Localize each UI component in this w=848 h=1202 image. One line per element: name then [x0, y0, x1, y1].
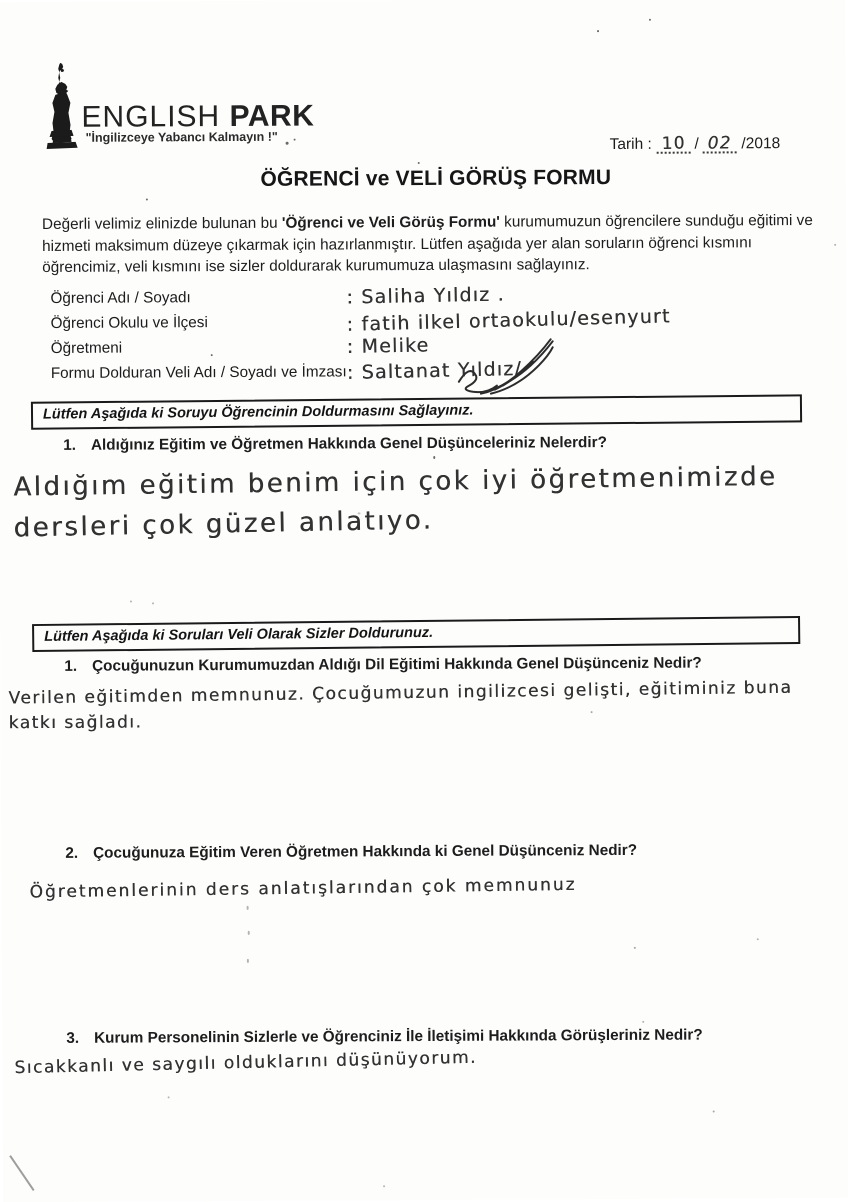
- question-number: 1.: [64, 657, 78, 675]
- scan-speck: [247, 959, 249, 963]
- intro-paragraph: [42, 210, 818, 279]
- scan-speck: [294, 139, 296, 141]
- question-parent-1: [64, 655, 702, 676]
- date-month-handwritten: 02: [707, 133, 733, 154]
- question-text: Çocuğunuza Eğitim Veren Öğretmen Hakkında ki Genel Düşünceniz Nedir?: [93, 841, 638, 862]
- section-header-student: Lütfen Aşağıda ki Soruyu Öğrencinin Doldurmasını Sağlayınız.: [31, 394, 802, 429]
- student-info-fields: [50, 283, 811, 390]
- handwritten-answer-parent-3: Sıcakkanlı ve saygılı olduklarını düşünüyorum.: [14, 1047, 478, 1079]
- scan-speck: [834, 244, 836, 246]
- scan-speck: [248, 931, 250, 935]
- handwritten-answer-parent-1: Verilen eğitimden memnunuz. Çocuğumuzun ingilizcesi gelişti, eğitiminiz buna katkı sağladı.: [8, 677, 793, 734]
- question-number: 3.: [66, 1029, 80, 1047]
- brand-name-first: ENGLISH: [81, 100, 221, 134]
- date-field: [610, 135, 781, 154]
- question-parent-2: [65, 842, 637, 863]
- scan-speck: [211, 354, 213, 356]
- field-value-handwritten: : Saliha Yıldız .: [346, 283, 505, 309]
- scan-speck: [146, 198, 148, 200]
- field-row-parent-name-signature: [50, 357, 811, 390]
- date-label: Tarih :: [609, 135, 652, 154]
- scan-speck: [286, 142, 289, 145]
- question-text: Aldığınız Eğitim ve Öğretmen Hakkında Genel Düşünceleriniz Nelerdir?: [90, 434, 607, 454]
- signature-scribble: [451, 333, 563, 400]
- scan-speck: [433, 456, 435, 459]
- question-student-1: [63, 434, 607, 455]
- field-label: Öğrenci Adı / Soyadı: [50, 289, 191, 307]
- intro-text-post: kurumumuzun öğrencilere sunduğu eğitimi ve hizmeti maksimum düzeye çıkarmak için hazırlanmıştır. Lütfen aşağıda yer alan soruların öğrenci kısmını öğrencimiz, veli kısmını ise sizler doldurarak kurumumuza ulaşmasını sağlayınız.: [42, 211, 813, 276]
- scan-speck: [130, 601, 132, 603]
- section-header-parent: Lütfen Aşağıda ki Soruları Veli Olarak Sizler Doldurunuz.: [32, 616, 800, 652]
- brand-slogan: "İngilizceye Yabancı Kalmayın !": [85, 129, 278, 145]
- handwritten-answer-parent-2: Öğretmenlerinin ders anlatışlarından çok memnunuz: [29, 874, 577, 903]
- field-label: Öğretmeni: [50, 339, 123, 357]
- question-number: 1.: [63, 436, 76, 454]
- scan-speck: [642, 1021, 644, 1023]
- scan-speck: [247, 906, 249, 910]
- scan-speck: [152, 602, 154, 604]
- scan-speck: [649, 19, 651, 21]
- question-number: 2.: [65, 844, 79, 862]
- scan-speck: [757, 938, 759, 940]
- scan-speck: [383, 1185, 385, 1187]
- field-label: Formu Dolduran Veli Adı / Soyadı ve İmzası: [50, 363, 347, 382]
- scan-speck: [713, 1110, 715, 1112]
- scan-speck: [358, 512, 361, 514]
- field-label: Öğrenci Okulu ve İlçesi: [50, 314, 208, 332]
- handwritten-answer-student-1: Aldığım eğitim benim için çok iyi öğretmenimizde dersleri çok güzel anlatıyo.: [13, 461, 778, 544]
- intro-text-bold: 'Öğrenci ve Veli Görüş Formu': [281, 213, 500, 232]
- brand-name-second: PARK: [229, 99, 315, 134]
- date-separator: /: [694, 135, 699, 153]
- question-parent-3: [66, 1027, 703, 1048]
- field-value-handwritten: : fatih ilkel ortaokulu/esenyurt: [346, 305, 671, 336]
- scan-speck: [591, 711, 593, 713]
- scan-speck: [597, 30, 599, 32]
- question-text: Kurum Personelinin Sizlerle ve Öğrenciniz İle İletişimi Hakkında Görüşleriniz Nedir?: [94, 1026, 703, 1047]
- field-value-handwritten: : Saltanat Yıldız/: [346, 357, 523, 384]
- scan-speck: [418, 162, 420, 164]
- question-text: Çocuğunuzun Kurumumuzdan Aldığı Dil Eğitimi Hakkında Genel Düşünceniz Nedir?: [92, 654, 702, 675]
- scan-artifact-line: [9, 1155, 34, 1191]
- date-day-handwritten: 10: [660, 133, 686, 154]
- statue-of-liberty-icon: [44, 63, 78, 151]
- date-year: /2018: [741, 135, 781, 153]
- field-value-handwritten: : Melike: [346, 334, 430, 358]
- scan-speck: [168, 1096, 170, 1098]
- form-title: ÖĞRENCİ ve VELİ GÖRÜŞ FORMU: [260, 166, 612, 191]
- scan-speck: [634, 947, 636, 949]
- intro-text-pre: Değerli velimiz elinizde bulunan bu: [41, 214, 282, 233]
